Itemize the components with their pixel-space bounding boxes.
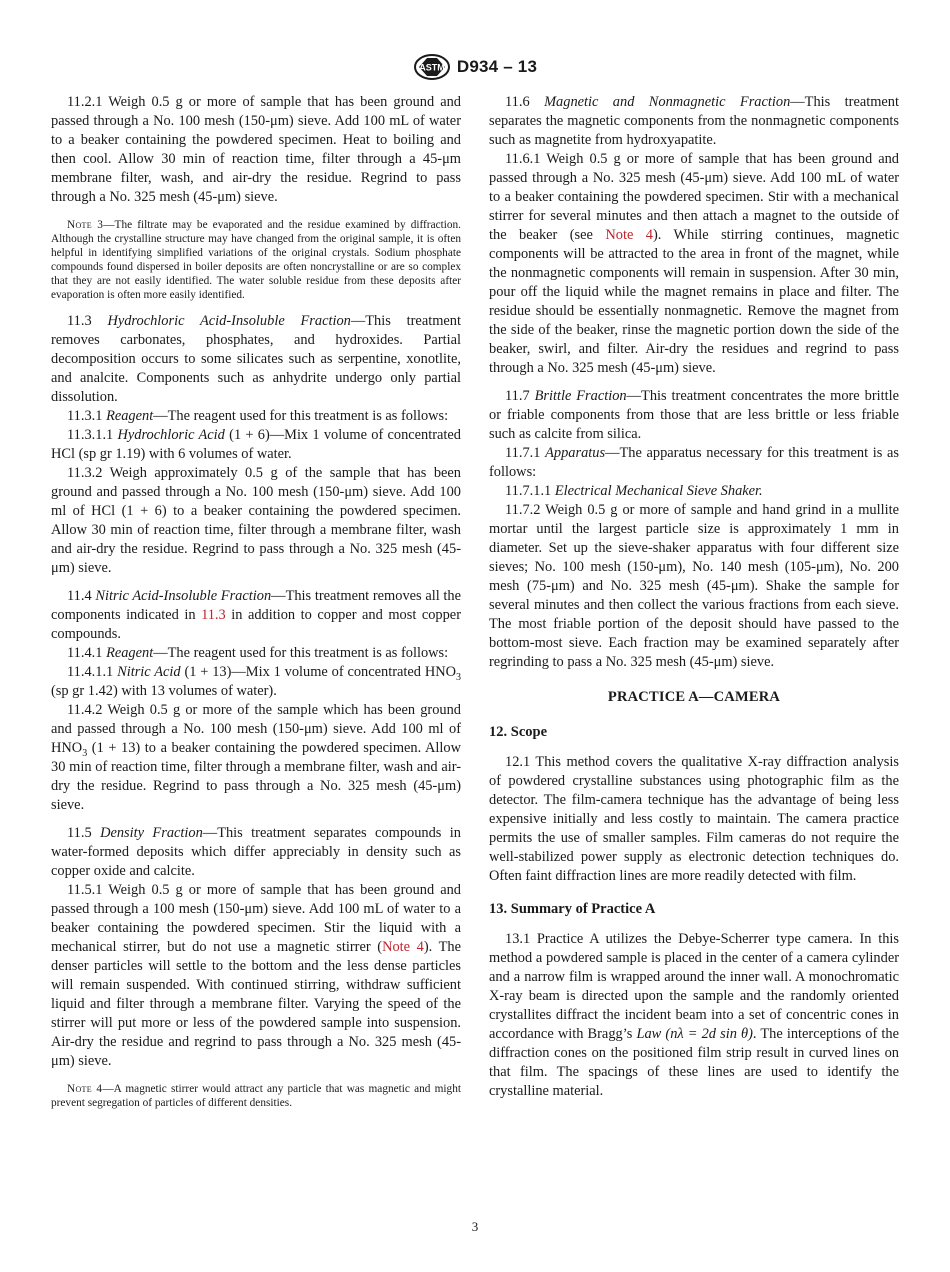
section-11-3-1-1: 11.3.1.1 Hydrochloric Acid (1 + 6)—Mix 1 volume of concentrated HCl (sp gr 1.19) with 6 volumes of water. xyxy=(51,427,461,462)
section-11-3-1: 11.3.1 Reagent—The reagent used for this treatment is as follows: xyxy=(67,408,449,424)
section-11-4-1: 11.4.1 Reagent—The reagent used for this treatment is as follows: xyxy=(67,645,449,661)
section-11-7-2: 11.7.2 Weigh 0.5 g or more of sample and hand grind in a mullite mortar until the largest particle size is approximately 1 mm in diameter. Set up the sieve-shaker apparatus with four different size sieves; No. 100 mesh (150-μm), No. 140 mesh (105-μm), No. 200 mesh (75-μm) and No. 325 mesh (45-μm). Shake the sample for several minutes and then collect the various fractions from each sieve. The most friable portion of the deposit should have passed to the bottom-most sieve. Each fraction may be examined separately after regrinding to pass a No. 325 mesh (45-μm) sieve. xyxy=(489,502,899,670)
section-11-4-1-1: 11.4.1.1 Nitric Acid (1 + 13)—Mix 1 volume of concentrated $HNO_3$ (sp gr 1.42) with 13 volumes of water). xyxy=(51,664,461,699)
page-header xyxy=(0,54,950,80)
link-note-4[interactable]: Note 4 xyxy=(382,939,424,955)
section-12-1: 12.1 This method covers the qualitative X-ray diffraction analysis of powdered crystalline substances using photographic film as the detector. The film-camera technique has the advantage of being less expensive initially and less costly to maintain. The camera practice permits the use of smaller samples. Film cameras do not require the well-stabilized power supply as electronic detection techniques do. Often faint diffraction lines are more readily detected with film. xyxy=(489,754,899,884)
section-11-7: 11.7 Brittle Fraction—This treatment concentrates the more brittle or friable components from those that are less brittle or less friable such as calcite from silica. xyxy=(489,388,899,442)
section-11-4-2: 11.4.2 Weigh 0.5 g or more of the sample which has been ground and passed through a No. 100 mesh (150-μm) sieve. Add 100 ml of $HNO_3$ (1 + 13) to a beaker containing the powdered specimen. Allow 30 min of reaction time, filter through a membrane filter, wash and air-dry the residue. Regrind to pass through a No. 325 mesh (45-μm) sieve. xyxy=(51,702,461,813)
section-12-heading: 12. Scope xyxy=(489,724,547,740)
section-11-2-1: 11.2.1 Weigh 0.5 g or more of sample that has been ground and passed through a No. 100 mesh (150-μm) sieve. Add 100 mL of water to a beaker containing the powdered specimen. Heat to boiling and then cool. Allow 30 min of reaction time, filter through a 45-μm membrane filter, wash, and air-dry the residue. Regrind to pass through a No. 325 mesh (45-μm) sieve. xyxy=(51,94,461,205)
section-11-6: 11.6 Magnetic and Nonmagnetic Fraction—This treatment separates the magnetic components from the nonmagnetic components such as magnetite from hydroxyapatite. xyxy=(489,94,899,148)
section-11-5: 11.5 Density Fraction—This treatment separates compounds in water-formed deposits which differ appreciably in density such as copper oxide and calcite. xyxy=(51,825,461,879)
astm-logo-icon xyxy=(413,54,451,80)
document-designation: D934 – 13 xyxy=(456,57,538,76)
right-column xyxy=(489,93,899,1101)
note-4: Note 4—A magnetic stirrer would attract any particle that was magnetic and might prevent segregation of particles of different densities. xyxy=(51,1083,461,1109)
note-3: Note 3—The filtrate may be evaporated and the residue examined by diffraction. Although the crystalline structure may have changed from the original sample, it is often helpful in identifying simplified variations of the original crystals. Sodium phosphate compounds found dispersed in boiler deposits are often noncrystalline or are so complex that they are not easily identified. The water soluble residue from these deposits after evaporation is often more easily identified. xyxy=(51,219,461,301)
practice-a-heading: PRACTICE A—CAMERA xyxy=(607,689,781,705)
section-11-3: 11.3 Hydrochloric Acid-Insoluble Fraction—This treatment removes carbonates, phosphates, and hydroxides. Partial decomposition occurs to some silicates such as serpentine, xonotlite, and analcite. Components such as anhydrite undergo only partial dissolution. xyxy=(51,313,461,405)
section-11-7-1-1: 11.7.1.1 Electrical Mechanical Sieve Shaker. xyxy=(505,483,763,499)
section-11-6-1: 11.6.1 Weigh 0.5 g or more of sample that has been ground and passed through a No. 325 mesh (45-μm) sieve. Add 100 mL of water to a beaker containing the powdered specimen. Stir with a mechanical stirrer for several minutes and then attach a magnet to the outside of the beaker (see Note 4). While stirring continues, magnetic components will be attracted to the area in front of the magnet, while the nonmagnetic components will remain in suspension. After 30 min, pour off the liquid while the magnet remains in place and filter. The residue should be essentially nonmagnetic. Remove the magnet from the side of the beaker, rinse the magnetic portion down the side of the beaker, swirl, and filter. Air-dry the residues and regrind to pass through a No. 325 mesh (45-μm) sieve. xyxy=(489,151,899,376)
svg-text:ASTM: ASTM xyxy=(419,62,445,73)
link-11-3[interactable]: 11.3 xyxy=(201,607,226,623)
section-11-3-2: 11.3.2 Weigh approximately 0.5 g of the sample that has been ground and passed through a No. 100 mesh (150-μm) sieve. Add 100 ml of HCl (1 + 6) to a beaker containing the powdered specimen. Allow 30 min of reaction time, filter through a membrane filter, wash and air-dry the residue. Regrind to pass through a No. 325 mesh (45-μm) sieve. xyxy=(51,465,461,576)
section-13-1: 13.1 Practice A utilizes the Debye-Scherrer type camera. In this method a powdered sample is placed in the center of a camera cylinder and a narrow film is wrapped around the inner wall. A monochromatic X-ray beam is directed upon the sample and the randomly oriented crystallites diffract the incident beam into a set of concentric cones in accordance with Bragg’s Law (nλ = 2d sin θ). The interceptions of the diffraction cones on the positioned film strip result in curved lines on that film. The spacings of these lines are used to identify the crystalline material. xyxy=(489,931,900,1099)
link-note-4[interactable]: Note 4 xyxy=(605,227,653,243)
section-11-7-1: 11.7.1 Apparatus—The apparatus necessary for this treatment is as follows: xyxy=(489,445,899,480)
page-number: 3 xyxy=(471,1219,479,1234)
left-column xyxy=(51,93,461,1120)
section-11-4: 11.4 Nitric Acid-Insoluble Fraction—This treatment removes all the components indicated in 11.3 in addition to copper and most copper compounds. xyxy=(51,588,461,642)
section-11-5-1: 11.5.1 Weigh 0.5 g or more of sample that has been ground and passed through a 100 mesh (150-μm) sieve. Add 100 mL of water to a beaker containing the powdered specimen. Stir the liquid with a mechanical stirrer, but do not use a magnetic stirrer (Note 4). The denser particles will settle to the bottom and the less dense particles will remain suspended. With continued stirring, withdraw sufficient liquid and filter through a membrane filter. Varying the speed of the stirrer will put more or less of the powdered sample into suspension. Air-dry the residue and regrind to pass through a No. 325 mesh (45-μm) sieve. xyxy=(51,882,461,1069)
section-13-heading: 13. Summary of Practice A xyxy=(489,901,656,917)
